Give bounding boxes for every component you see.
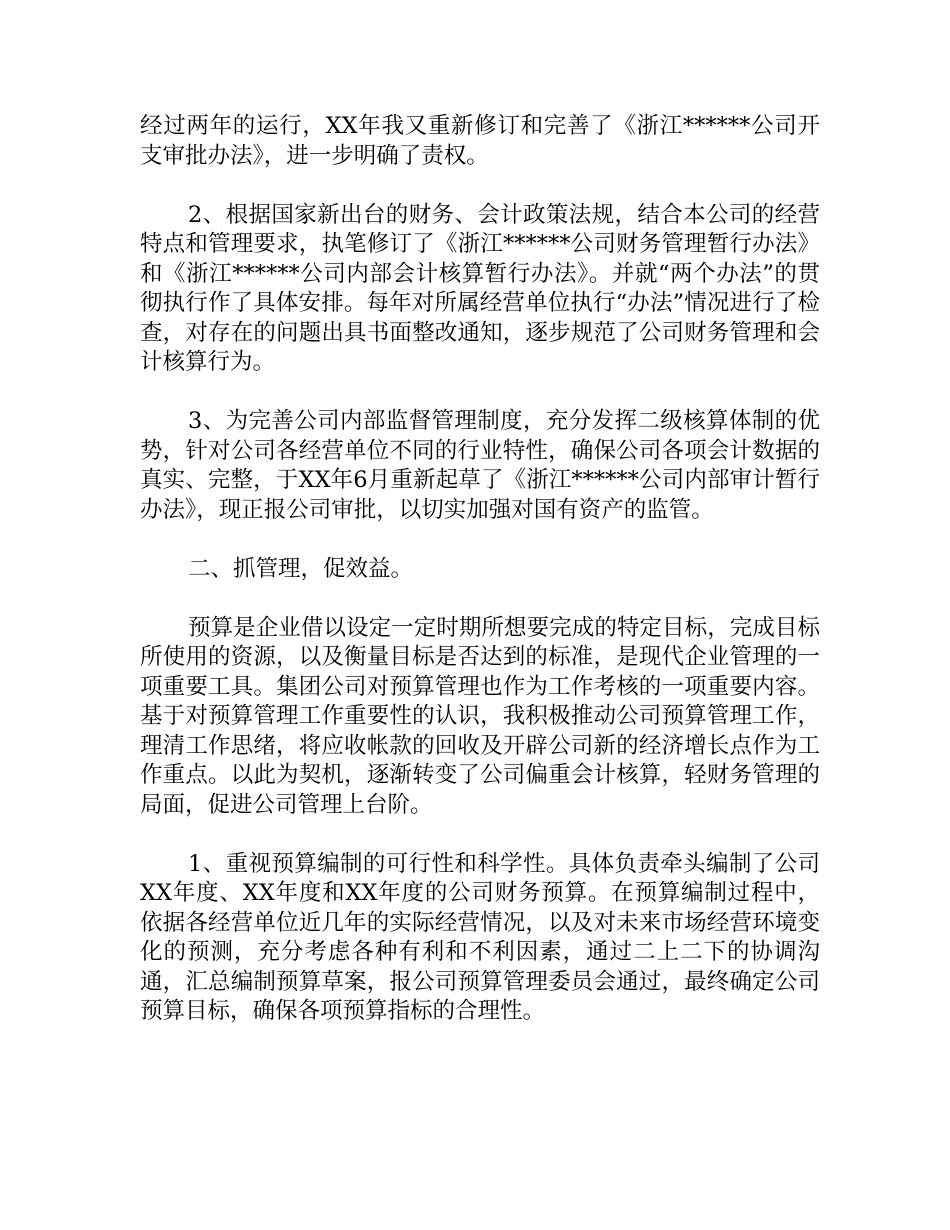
paragraph-budget-intro: 预算是企业借以设定一定时期所想要完成的特定目标，完成目标所使用的资源，以及衡量目标是否达到的标准，是现代企业管理的一项重要工具。集团公司对预算管理也作为工作考核的一项重要内容。基于对预算管理工作重要性的认识，我积极推动公司预算管理工作，理清工作思绪，将应收帐款的回收及开辟公司新的经济增长点作为工作重点。以此为契机，逐渐转变了公司偏重会计核算，轻财务管理的局面，促进公司管理上台阶。	[140, 614, 820, 818]
paragraph-item-2: 2、根据国家新出台的财务、会计政策法规，结合本公司的经营特点和管理要求，执笔修订了《浙江******公司财务管理暂行办法》和《浙江******公司内部会计核算暂行办法》。并就“两个办法”的贯彻执行作了具体安排。每年对所属经营单位执行“办法”情况进行了检查，对存在的问题出具书面整改通知，逐步规范了公司财务管理和会计核算行为。	[140, 201, 820, 375]
section-heading: 二、抓管理，促效益。	[188, 555, 414, 582]
document-page	[140, 112, 820, 1056]
paragraph-continuation: 经过两年的运行，XX年我又重新修订和完善了《浙江******公司开支审批办法》，进一步明确了责权。	[140, 113, 820, 169]
paragraph-item-3: 3、为完善公司内部监督管理制度，充分发挥二级核算体制的优势，针对公司各经营单位不同的行业特性，确保公司各项会计数据的真实、完整，于XX年6月重新起草了《浙江******公司内部审计暂行办法》，现正报公司审批，以切实加强对国有资产的监管。	[140, 408, 820, 523]
paragraph-item-1: 1、重视预算编制的可行性和科学性。具体负责牵头编制了公司XX年度、XX年度和XX年度的公司财务预算。在预算编制过程中，依据各经营单位近几年的实际经营情况，以及对未来市场经营环境变化的预测，充分考虑各种有利和不利因素，通过二上二下的协调沟通，汇总编制预算草案，报公司预算管理委员会通过，最终确定公司预算目标，确保各项预算指标的合理性。	[140, 850, 820, 1024]
